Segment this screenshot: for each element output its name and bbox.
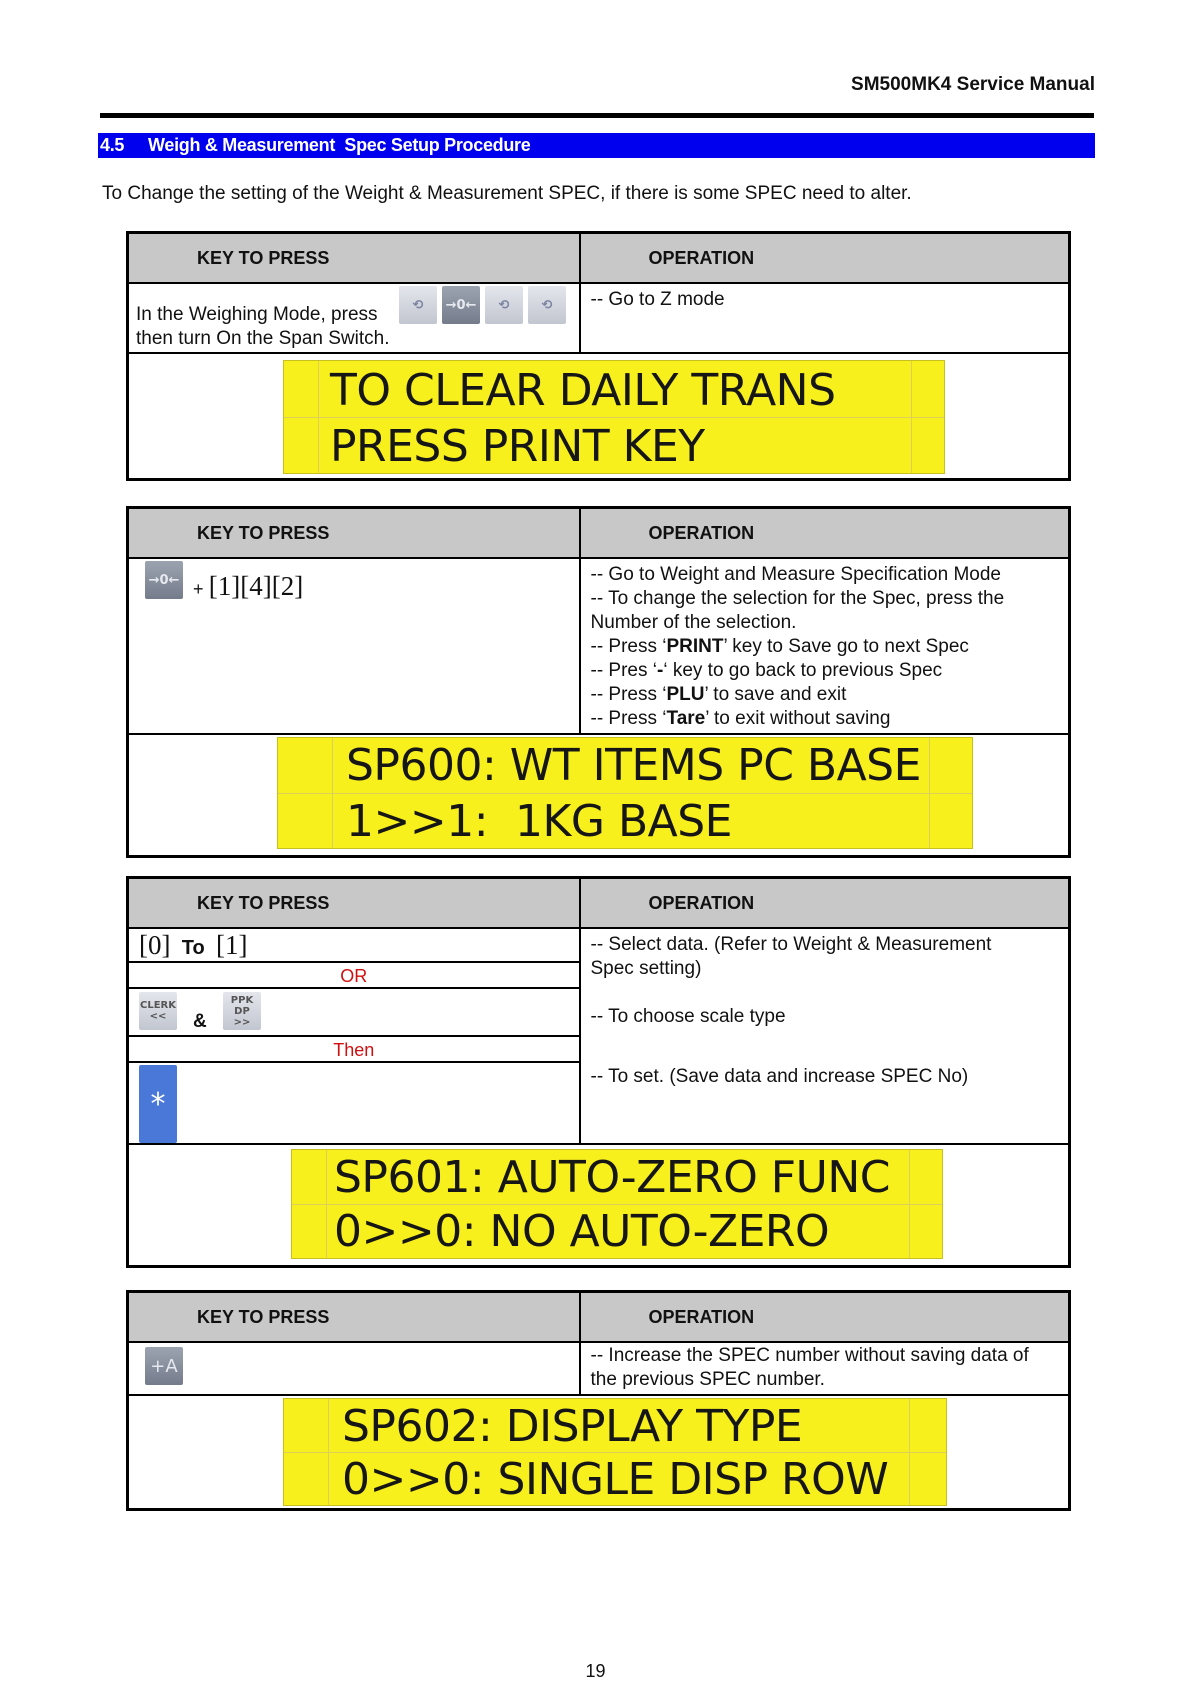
operation-line: -- To change the selection for the Spec, press the: [590, 588, 1005, 609]
operation-line: -- Press ‘Tare’ to exit without saving: [590, 708, 891, 729]
operation-column-header: OPERATION: [580, 878, 1070, 929]
operation-line: -- Press ‘PLU’ to save and exit: [590, 684, 847, 705]
operation-column-header: OPERATION: [580, 233, 1070, 284]
lcd-display: [283, 360, 945, 474]
lcd-display: [291, 1149, 943, 1259]
clerk-key-icon: CLERK <<: [139, 992, 177, 1030]
ppk-key-icon: PPK DP >>: [223, 992, 261, 1030]
operation-column-header: OPERATION: [580, 1292, 1070, 1343]
display-line1: SP601: AUTO-ZERO FUNC: [334, 1152, 890, 1203]
section-title: Weigh & Measurement Spec Setup Procedure: [148, 135, 531, 155]
operation-line: the previous SPEC number.: [590, 1369, 825, 1390]
intro-text: To Change the setting of the Weight & Measurement SPEC, if there is some SPEC need to alter.: [102, 183, 912, 204]
display-cell: [128, 1395, 1070, 1509]
procedure-table-2: [126, 506, 1071, 858]
display-line1: TO CLEAR DAILY TRANS: [330, 365, 836, 416]
procedure-table-4: [126, 1290, 1071, 1511]
operation-line: -- To set. (Save data and increase SPEC No): [590, 1066, 969, 1087]
display-line1: SP600: WT ITEMS PC BASE: [346, 740, 921, 791]
section-number: 4.5: [100, 135, 125, 155]
cycle-key-icon: ⟲: [399, 286, 437, 324]
operation-line: -- To choose scale type: [590, 1006, 786, 1027]
display-line2: 0>>0: SINGLE DISP ROW: [342, 1454, 889, 1505]
digit-key-from: [0]: [139, 930, 171, 960]
key-column-header: KEY TO PRESS: [128, 878, 580, 929]
display-line2: PRESS PRINT KEY: [330, 421, 705, 472]
operation-line: -- Go to Weight and Measure Specification Mode: [590, 564, 1001, 585]
key-instruction-line2: then turn On the Span Switch.: [136, 328, 390, 349]
key-column-header: KEY TO PRESS: [128, 1292, 580, 1343]
lcd-display: [283, 1398, 947, 1506]
zero-key-icon: →0←: [145, 561, 183, 599]
key-column-header: KEY TO PRESS: [128, 508, 580, 559]
key-column-header: KEY TO PRESS: [128, 233, 580, 284]
manual-title: SM500MK4 Service Manual: [851, 74, 1095, 95]
display-line2: 1>>1: 1KG BASE: [346, 796, 732, 847]
cycle-key-icon: ⟲: [528, 286, 566, 324]
then-label: Then: [129, 1037, 579, 1063]
or-label: OR: [129, 963, 579, 989]
procedure-table-1: [126, 231, 1071, 481]
cycle-key-icon: ⟲: [485, 286, 523, 324]
display-cell: [128, 1144, 1070, 1266]
operation-text: -- Go to Z mode: [590, 289, 725, 310]
operation-cell: [580, 928, 1070, 1144]
operation-cell: [580, 1342, 1070, 1395]
plus-sign: +: [193, 579, 204, 599]
section-heading: [98, 133, 1095, 158]
operation-line: Spec setting): [590, 958, 702, 979]
to-word: To: [181, 937, 205, 959]
zero-key-icon: →0←: [442, 286, 480, 324]
page-number: 19: [585, 1661, 606, 1681]
operation-line: -- Select data. (Refer to Weight & Measurement: [590, 934, 992, 955]
operation-column-header: OPERATION: [580, 508, 1070, 559]
operation-cell: [580, 558, 1070, 734]
key-cell: [128, 558, 580, 734]
header-rule: [100, 113, 1094, 118]
operation-line: Number of the selection.: [590, 612, 797, 633]
procedure-table-3: [126, 876, 1071, 1268]
lcd-display: [277, 737, 973, 849]
display-line1: SP602: DISPLAY TYPE: [342, 1401, 803, 1452]
display-cell: [128, 353, 1070, 479]
display-cell: [128, 734, 1070, 856]
key-cell: [128, 283, 580, 353]
key-instruction-line1: In the Weighing Mode, press: [136, 304, 378, 325]
operation-line: -- Pres ‘-‘ key to go back to previous Spec: [590, 660, 943, 681]
and-sign: &: [193, 1011, 207, 1032]
key-cell: [128, 928, 580, 1144]
star-key-icon: *: [139, 1065, 177, 1143]
digit-keys: [1][4][2]: [208, 571, 304, 601]
operation-line: -- Increase the SPEC number without saving data of: [590, 1345, 1029, 1366]
key-cell: [128, 1342, 580, 1395]
display-line2: 0>>0: NO AUTO-ZERO: [334, 1206, 830, 1257]
operation-line: -- Press ‘PRINT’ key to Save go to next Spec: [590, 636, 969, 657]
plus-a-key-icon: +A: [145, 1347, 183, 1385]
digit-key-to: [1]: [216, 930, 248, 960]
operation-cell: [580, 283, 1070, 353]
